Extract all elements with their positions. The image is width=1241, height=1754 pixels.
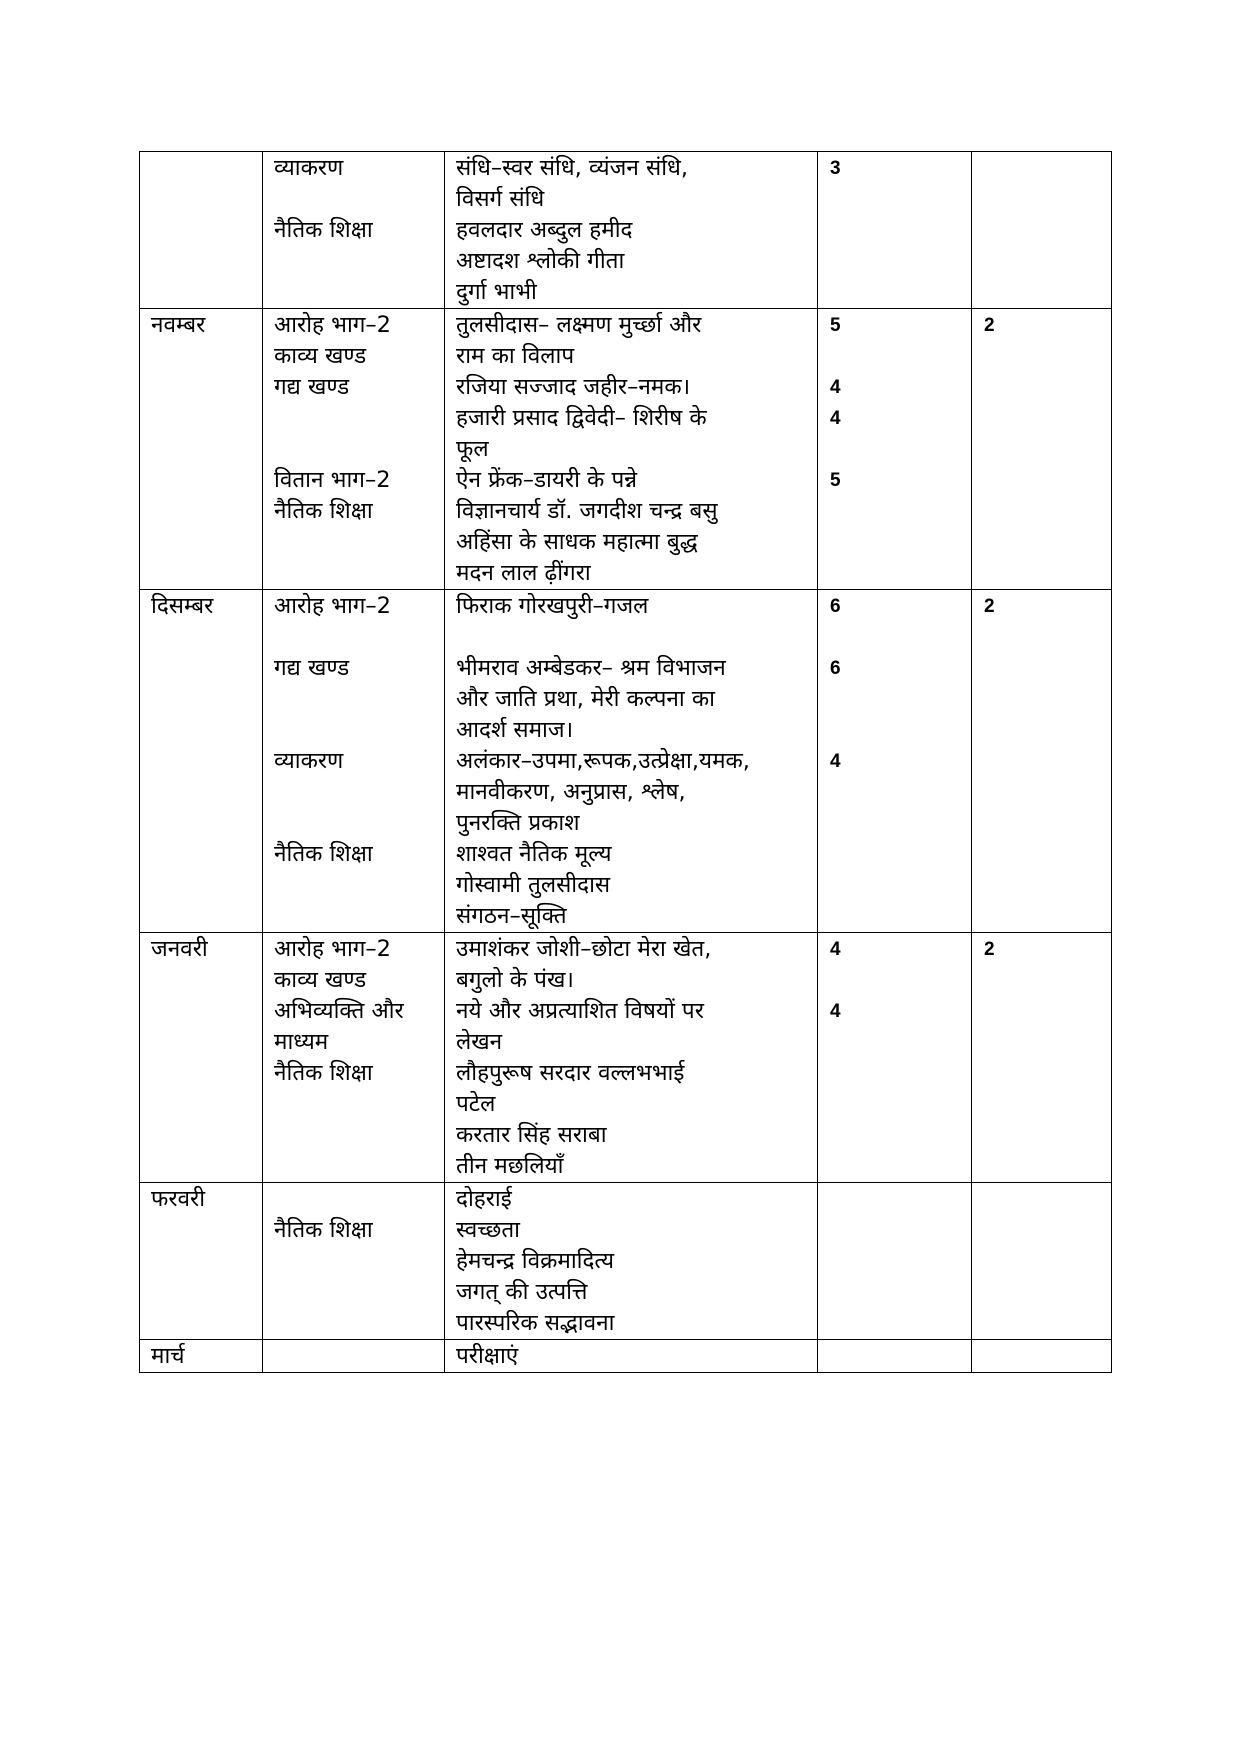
topic-line: हेमचन्द्र विक्रमादित्य [456, 1248, 614, 1274]
periods-cell-content [818, 1183, 971, 1215]
table-row [140, 309, 1112, 590]
topic-line: और जाति प्रथा, मेरी कल्पना का [456, 686, 715, 712]
periods-cell [818, 309, 972, 590]
month-cell-content [140, 309, 262, 341]
topic-line: फूल [456, 436, 489, 462]
book-cell-content [263, 309, 444, 589]
extra-line [984, 1184, 1111, 1215]
table-row [140, 933, 1112, 1183]
periods-line [830, 434, 971, 465]
book-line [274, 246, 444, 277]
periods-cell [818, 933, 972, 1183]
book-line [274, 558, 444, 589]
extra-cell-content [972, 933, 1111, 965]
periods-line [830, 622, 971, 653]
periods-line: 4 [830, 751, 841, 772]
periods-cell-content [818, 590, 971, 777]
book-line: माध्यम [274, 1029, 329, 1055]
month-cell-content [140, 152, 262, 184]
book-cell [263, 152, 445, 309]
month-cell-content [140, 590, 262, 622]
topic-cell-content [445, 590, 817, 932]
extra-cell [972, 590, 1112, 933]
month-cell [140, 933, 263, 1183]
book-line [274, 1184, 444, 1215]
month-cell [140, 152, 263, 309]
topic-line: परीक्षाएं [456, 1343, 519, 1369]
topic-cell [445, 590, 818, 933]
topic-cell [445, 1340, 818, 1373]
periods-line [830, 1341, 971, 1372]
periods-cell-content [818, 152, 971, 184]
topic-line: उमाशंकर जोशी–छोटा मेरा खेत, [456, 936, 712, 962]
book-line: नैतिक शिक्षा [274, 498, 373, 524]
extra-line: 2 [984, 939, 995, 960]
periods-line [830, 715, 971, 746]
periods-cell [818, 1340, 972, 1373]
book-line: आरोह भाग–2 [274, 312, 392, 338]
month-line [151, 153, 262, 184]
periods-line: 3 [830, 158, 841, 179]
book-line [274, 1151, 444, 1182]
topic-cell [445, 933, 818, 1183]
book-line [274, 622, 444, 653]
book-cell [263, 933, 445, 1183]
book-cell [263, 1183, 445, 1340]
topic-line: दोहराई [456, 1186, 512, 1212]
periods-line [830, 1184, 971, 1215]
topic-line [456, 622, 817, 653]
topic-line: गोस्वामी तुलसीदास [456, 872, 611, 898]
topic-line: पारस्परिक सद्भावना [456, 1310, 615, 1336]
month-line: जनवरी [151, 936, 208, 962]
extra-cell-content [972, 152, 1111, 184]
book-cell-content [263, 590, 444, 932]
book-line: व्याकरण [274, 748, 344, 774]
month-cell [140, 1340, 263, 1373]
book-cell [263, 1340, 445, 1373]
book-line: नैतिक शिक्षा [274, 841, 373, 867]
topic-line: करतार सिंह सराबा [456, 1122, 607, 1148]
book-line: गद्य खण्ड [274, 655, 350, 681]
topic-line: संधि–स्वर संधि, व्यंजन संधि, [456, 155, 689, 181]
periods-line: 5 [830, 315, 841, 336]
book-line [274, 1089, 444, 1120]
book-line [274, 684, 444, 715]
periods-line [830, 965, 971, 996]
month-line: मार्च [151, 1343, 185, 1369]
extra-cell [972, 309, 1112, 590]
book-line [274, 808, 444, 839]
topic-line: विसर्ग संधि [456, 186, 545, 212]
topic-line: दुर्गा भाभी [456, 279, 537, 305]
book-line: व्याकरण [274, 155, 344, 181]
periods-line: 4 [830, 377, 841, 398]
extra-line [984, 1341, 1111, 1372]
month-cell-content [140, 1183, 262, 1215]
book-line: नैतिक शिक्षा [274, 1217, 373, 1243]
book-line [274, 1308, 444, 1339]
book-line [274, 1120, 444, 1151]
table-row [140, 152, 1112, 309]
topic-line: रजिया सज्जाद जहीर–नमक। [456, 374, 691, 400]
book-line [274, 184, 444, 215]
periods-cell-content [818, 309, 971, 496]
book-line [274, 277, 444, 308]
book-cell-content [263, 1340, 444, 1372]
book-line [274, 403, 444, 434]
topic-line: फिराक गोरखपुरी–गजल [456, 593, 649, 619]
topic-line: अलंकार–उपमा,रूपक,उत्प्रेक्षा,यमक, [456, 748, 750, 774]
month-cell-content [140, 1340, 262, 1372]
topic-line: शाश्वत नैतिक मूल्य [456, 841, 612, 867]
month-cell [140, 309, 263, 590]
month-cell-content [140, 933, 262, 965]
topic-line: तीन मछलियाँ [456, 1153, 564, 1179]
book-line: अभिव्यक्ति और [274, 998, 404, 1024]
topic-cell-content [445, 933, 817, 1182]
book-cell-content [263, 152, 444, 308]
book-cell-content [263, 1183, 444, 1339]
topic-cell-content [445, 1183, 817, 1339]
periods-line: 5 [830, 470, 841, 491]
book-line [274, 1341, 444, 1372]
periods-line [830, 684, 971, 715]
book-line: आरोह भाग–2 [274, 936, 392, 962]
topic-cell [445, 152, 818, 309]
book-line: गद्य खण्ड [274, 374, 350, 400]
syllabus-table [139, 151, 1112, 1373]
book-line [274, 870, 444, 901]
month-line: नवम्बर [151, 312, 206, 338]
extra-cell-content [972, 309, 1111, 341]
book-cell [263, 590, 445, 933]
topic-line: मानवीकरण, अनुप्रास, श्लेष, [456, 779, 686, 805]
extra-cell-content [972, 1340, 1111, 1372]
topic-cell-content [445, 309, 817, 589]
topic-cell [445, 1183, 818, 1340]
extra-cell-content [972, 1183, 1111, 1215]
topic-line: मदन लाल ढ़ींगरा [456, 560, 591, 586]
topic-line: आदर्श समाज। [456, 717, 574, 743]
month-line: दिसम्बर [151, 593, 214, 619]
book-line [274, 901, 444, 932]
periods-line: 4 [830, 1001, 841, 1022]
topic-line: नये और अप्रत्याशित विषयों पर [456, 998, 704, 1024]
extra-cell [972, 1183, 1112, 1340]
topic-line: विज्ञानचार्य डॉ. जगदीश चन्द्र बसु [456, 498, 718, 524]
topic-cell [445, 309, 818, 590]
periods-cell [818, 1183, 972, 1340]
book-line [274, 527, 444, 558]
topic-line: संगठन–सूक्ति [456, 903, 567, 929]
table-row [140, 590, 1112, 933]
book-line: काव्य खण्ड [274, 967, 367, 993]
periods-line: 4 [830, 408, 841, 429]
topic-line: भीमराव अम्बेडकर– श्रम विभाजन [456, 655, 726, 681]
extra-cell-content [972, 590, 1111, 622]
table-row [140, 1183, 1112, 1340]
topic-line: हजारी प्रसाद द्विवेदी– शिरीष के [456, 405, 707, 431]
book-line [274, 1277, 444, 1308]
month-cell [140, 590, 263, 933]
book-line: काव्य खण्ड [274, 343, 367, 369]
periods-line: 6 [830, 596, 841, 617]
extra-line: 2 [984, 315, 995, 336]
extra-line: 2 [984, 596, 995, 617]
month-cell [140, 1183, 263, 1340]
topic-line: अष्टादश श्लोकी गीता [456, 248, 625, 274]
book-cell-content [263, 933, 444, 1182]
topic-line: लेखन [456, 1029, 503, 1055]
periods-cell [818, 152, 972, 309]
topic-line: ऐन फ्रेंक–डायरी के पन्ने [456, 467, 638, 493]
book-line [274, 1246, 444, 1277]
topic-line: अहिंसा के साधक महात्मा बुद्ध [456, 529, 698, 555]
periods-cell-content [818, 1340, 971, 1372]
book-cell [263, 309, 445, 590]
book-line: नैतिक शिक्षा [274, 217, 373, 243]
book-line [274, 777, 444, 808]
extra-line [984, 153, 1111, 184]
topic-cell-content [445, 1340, 817, 1372]
periods-line: 4 [830, 939, 841, 960]
topic-line: जगत् की उत्पत्ति [456, 1279, 588, 1305]
book-line: नैतिक शिक्षा [274, 1060, 373, 1086]
periods-cell-content [818, 933, 971, 1027]
topic-line: तुलसीदास– लक्ष्मण मुर्च्छा और [456, 312, 702, 338]
topic-line: स्वच्छता [456, 1217, 520, 1243]
extra-cell [972, 1340, 1112, 1373]
periods-line [830, 341, 971, 372]
month-line: फरवरी [151, 1186, 206, 1212]
periods-cell [818, 590, 972, 933]
topic-line: पटेल [456, 1091, 496, 1117]
topic-line: हवलदार अब्दुल हमीद [456, 217, 633, 243]
topic-line: राम का विलाप [456, 343, 575, 369]
book-line: वितान भाग–2 [274, 467, 391, 493]
topic-line: बगुलो के पंख। [456, 967, 574, 993]
topic-line: पुनरक्ति प्रकाश [456, 810, 580, 836]
book-line: आरोह भाग–2 [274, 593, 392, 619]
syllabus-table-body [140, 152, 1112, 1373]
extra-cell [972, 933, 1112, 1183]
table-row [140, 1340, 1112, 1373]
topic-cell-content [445, 152, 817, 308]
topic-line: लौहपुरूष सरदार वल्लभभाई [456, 1060, 685, 1086]
book-line [274, 434, 444, 465]
periods-line: 6 [830, 658, 841, 679]
extra-cell [972, 152, 1112, 309]
book-line [274, 715, 444, 746]
